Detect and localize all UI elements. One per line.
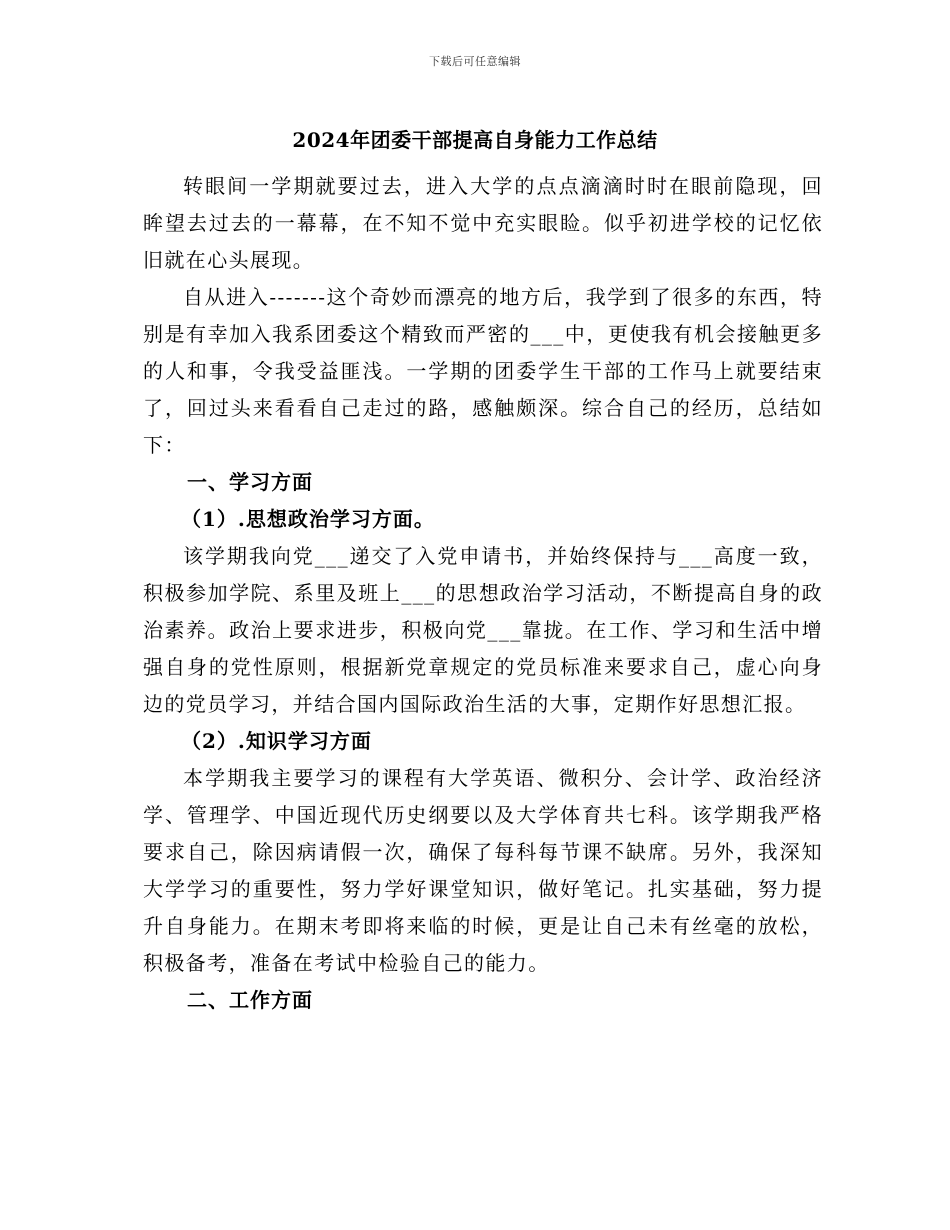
document-body	[143, 168, 823, 1019]
paragraph-overview: 自从进入-------这个奇妙而漂亮的地方后，我学到了很多的东西，特别是有幸加入我系团委这个精致而严密的___中，更使我有机会接触更多的人和事，令我受益匪浅。一学期的团委学生干部的工作马上就要结束了，回过头来看看自己走过的路，感触颇深。综合自己的经历，总结如下：	[143, 285, 823, 457]
heading-political-study: （1）.思想政治学习方面。	[181, 507, 435, 531]
heading-knowledge-study: （2）.知识学习方面	[181, 729, 372, 753]
heading-work: 二、工作方面	[187, 988, 313, 1012]
header-note: 下载后可任意编辑	[429, 55, 521, 68]
document-title: 2024年团委干部提高自身能力工作总结	[292, 128, 658, 152]
paragraph-intro: 转眼间一学期就要过去，进入大学的点点滴滴时时在眼前隐现，回眸望去过去的一幕幕，在不知不觉中充实眼睑。似乎初进学校的记忆依旧就在心头展现。	[143, 174, 823, 272]
paragraph-knowledge-study: 本学期我主要学习的课程有大学英语、微积分、会计学、政治经济学、管理学、中国近现代历史纲要以及大学体育共七科。该学期我严格要求自己，除因病请假一次，确保了每科每节课不缺席。另外，我深知大学学习的重要性，努力学好课堂知识，做好笔记。扎实基础，努力提升自身能力。在期末考即将来临的时候，更是让自己未有丝毫的放松，积极备考，准备在考试中检验自己的能力。	[143, 766, 823, 975]
heading-study: 一、学习方面	[187, 470, 313, 494]
paragraph-political-study: 该学期我向党___递交了入党申请书，并始终保持与___高度一致，积极参加学院、系里及班上___的思想政治学习活动，不断提高自身的政治素养。政治上要求进步，积极向党___靠拢。在工作、学习和生活中增强自身的党性原则，根据新党章规定的党员标准来要求自己，虚心向身边的党员学习，并结合国内国际政治生活的大事，定期作好思想汇报。	[143, 544, 823, 716]
